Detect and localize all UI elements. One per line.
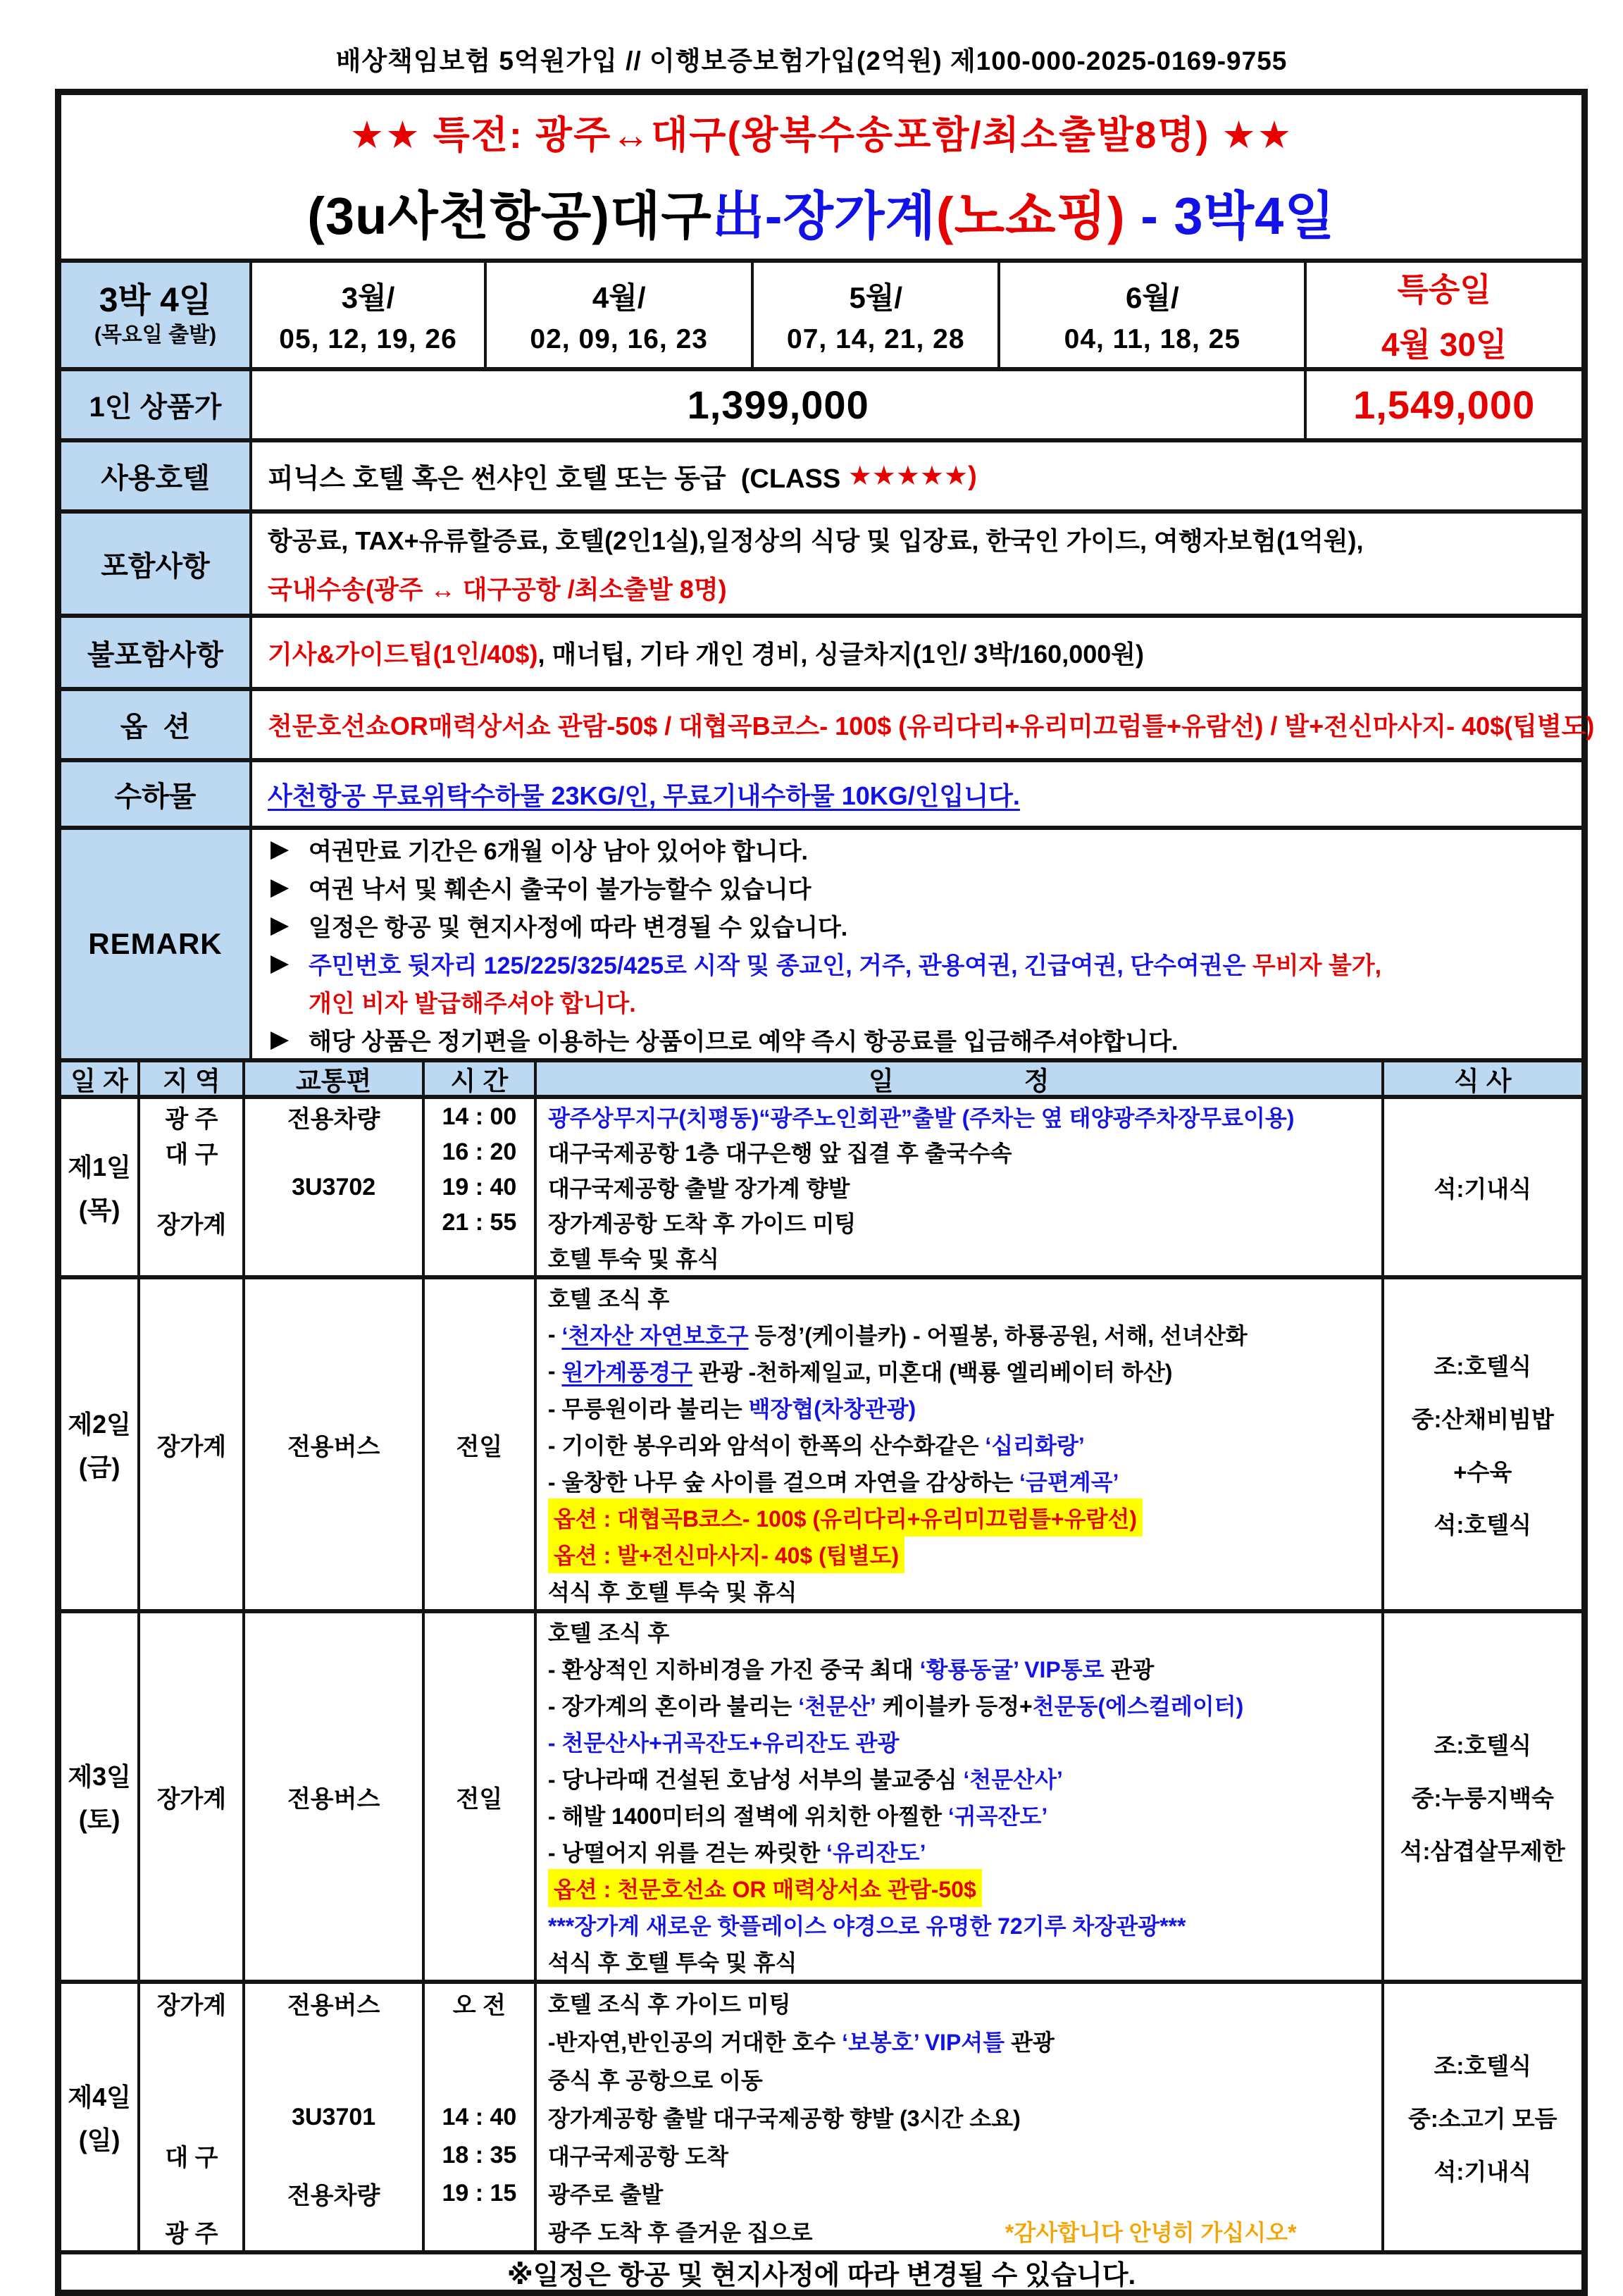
text-segment: - 장가계의 혼이라 불리는 [547, 1694, 799, 1719]
month-dates: 02, 09, 16, 23 [530, 324, 708, 354]
info-row-option [61, 687, 1595, 758]
schedule-line [537, 1943, 1381, 1980]
text-segment: ‘십리화랑’ [985, 1433, 1085, 1458]
month-label: 4월/ [592, 281, 646, 314]
month-label: 5월/ [849, 281, 903, 314]
meal-cell [1381, 1613, 1581, 1980]
schedule-line [537, 1463, 1381, 1499]
info-lines [252, 514, 1581, 614]
schedule-line [537, 1426, 1381, 1463]
schedule-line [537, 1984, 1381, 2022]
triangle-bullet-icon: ▶ [270, 912, 290, 938]
schedule-cell [534, 1279, 1381, 1609]
meal-line: 석:삼겹살무제한 [1400, 1837, 1565, 1864]
text-segment: 사천항공 무료위탁수하물 23KG/인, 무료기내수하물 10KG/인입니다. [267, 781, 1020, 810]
info-label: 옵 션 [61, 691, 249, 758]
month-cell [484, 263, 751, 367]
info-line [268, 521, 1581, 557]
day-number: 제3일 [68, 1762, 131, 1791]
info-label: 사용호텔 [61, 442, 249, 509]
text-segment: 해당 상품은 정기편을 이용하는 상품이므로 예약 즉시 항공료를 입금해주셔야합니다. [308, 1028, 1179, 1055]
day-number: 제1일 [68, 1153, 131, 1181]
remark-list [252, 830, 1581, 1058]
info-content-cell [249, 762, 1581, 826]
region-cell-item: 대 구 [165, 1141, 218, 1168]
info-label: 포함사항 [61, 514, 249, 614]
time-cell-item: 19 : 15 [442, 2179, 517, 2207]
time-cell-item: 16 : 20 [442, 1138, 517, 1165]
text-segment: 관광 [1104, 1657, 1155, 1682]
meal-cell [1381, 1099, 1581, 1275]
region-cell-item: 대 구 [165, 2144, 218, 2171]
text-segment: 천문동(에스컬레이터) [1032, 1694, 1244, 1719]
triangle-bullet-icon: ▶ [270, 950, 290, 976]
text-segment: 대구국제공항 출발 장가계 향발 [547, 1176, 850, 1201]
schedule-line [537, 1760, 1381, 1797]
remark-label-cell: REMARK [61, 830, 249, 1058]
text-segment: 대구국제공항 도착 [547, 2144, 729, 2169]
text-segment: - 당나라때 건설된 호남성 서부의 불교중심 [547, 1767, 964, 1792]
time-cell-item: 오 전 [452, 1992, 506, 2019]
text-segment: 관광 [1005, 2030, 1055, 2055]
text-segment: 여권만료 기간은 6개월 이상 남아 있어야 합니다. [308, 838, 809, 865]
text-segment: 광주로 출발 [547, 2182, 664, 2207]
day-number: 제4일 [68, 2083, 131, 2111]
info-content-cell [249, 691, 1595, 758]
meal-line: 석:호텔식 [1434, 1512, 1531, 1538]
schedule-line [537, 1723, 1381, 1760]
text-segment: ‘황룡동굴’ VIP통로 [919, 1657, 1105, 1682]
text-segment: - 무릉원이라 불리는 [547, 1396, 749, 1422]
remark-item [270, 830, 1581, 868]
schedule-line [537, 1205, 1381, 1240]
text-segment: 국내수송(광주 ↔ 대구공항 /최소출발 8명) [267, 575, 727, 604]
schedule-cell [534, 1613, 1381, 1980]
remark-item [270, 1020, 1581, 1058]
text-segment: 일정은 항공 및 현지사정에 따라 변경될 수 있습니다. [308, 914, 848, 941]
special-date-title: 특송일 [1397, 271, 1491, 308]
schedule-line [537, 1870, 1381, 1906]
region-cell [137, 1984, 242, 2250]
info-line [268, 635, 1581, 671]
text-segment: 호텔 조식 후 가이드 미팅 [547, 1992, 791, 2017]
insurance-notice: 배상책임보험 5억원가입 // 이행보증보험가입(2억원) 제100-000-2025-0169-9755 [335, 46, 1288, 75]
text-segment: ‘보봉호’ VIP셔틀 [842, 2030, 1005, 2055]
schedule-line [537, 1499, 1381, 1536]
meal-line: 조:호텔식 [1434, 1353, 1531, 1379]
text-segment: - [547, 1321, 562, 1347]
time-cell-item: 21 : 55 [442, 1208, 517, 1236]
text-segment: ‘금편계곡’ [1019, 1470, 1119, 1495]
schedule-line [537, 1316, 1381, 1353]
text-segment: ***장가계 새로운 핫플레이스 야경으로 유명한 72기루 차장관광*** [547, 1913, 1186, 1939]
text-segment: ‘천문산’ [798, 1694, 876, 1719]
info-line [268, 570, 1581, 606]
time-cell-item: 14 : 00 [442, 1103, 517, 1130]
text-segment: 백장협(차창관광) [748, 1396, 916, 1422]
itinerary-header-row [61, 1058, 1581, 1095]
info-row-include [61, 509, 1581, 614]
transport-cell-item: 전용버스 [287, 1992, 380, 2019]
transport-cell-item: 전용버스 [287, 1785, 380, 1813]
schedule-line [537, 1099, 1381, 1134]
time-cell [422, 1984, 534, 2250]
schedule-line [537, 1240, 1381, 1275]
triangle-bullet-icon: ▶ [270, 1026, 290, 1053]
time-cell-item: 18 : 35 [442, 2141, 517, 2168]
transport-cell [242, 1099, 421, 1275]
text-segment: ★★★★★) [847, 461, 977, 491]
time-cell-item: 19 : 40 [442, 1173, 517, 1200]
schedule-cell [534, 1099, 1381, 1275]
text-segment: 석식 후 호텔 투숙 및 휴식 [547, 1580, 797, 1605]
main-title [307, 175, 1335, 249]
itinerary-header-2: 교통편 [242, 1062, 421, 1095]
departure-day-label: (목요일 출발) [94, 323, 217, 347]
region-cell-item: 장가계 [156, 1433, 227, 1460]
time-cell-item: 전일 [456, 1433, 503, 1460]
text-segment: 장가계공항 도착 후 가이드 미팅 [547, 1211, 857, 1236]
info-line [267, 707, 1595, 743]
departure-dates-row [61, 259, 1581, 367]
schedule-line [537, 2136, 1381, 2174]
remark-item [270, 944, 1581, 982]
text-segment: 호텔 조식 후 [547, 1286, 670, 1312]
itinerary-header-0: 일 자 [61, 1062, 137, 1095]
text-segment: - 3박4일 [1125, 186, 1336, 245]
text-segment: 중식 후 공항으로 이동 [547, 2068, 763, 2093]
duration-label-cell [61, 263, 249, 367]
meal-line: 중:누룽지백숙 [1411, 1785, 1554, 1811]
text-segment: *감사합니다 안녕히 가십시오* [1005, 2220, 1297, 2245]
day-label-cell [61, 1984, 137, 2250]
info-content-cell [249, 442, 1581, 509]
meal-line: 조:호텔식 [1434, 2052, 1531, 2079]
day-weekday: (일) [78, 2126, 120, 2154]
info-content-cell [249, 618, 1581, 687]
info-label: 불포함사항 [61, 618, 249, 687]
text-segment: 여권 낙서 및 훼손시 출국이 불가능할수 있습니다 [308, 876, 812, 903]
meal-cell [1381, 1279, 1581, 1609]
info-line [268, 457, 1581, 495]
schedule-line [537, 1536, 1381, 1572]
regular-price: 1,399,000 [249, 371, 1304, 438]
region-cell-item: 장가계 [156, 1211, 227, 1239]
itinerary-header-1: 지 역 [137, 1062, 242, 1095]
special-date-cell [1304, 263, 1581, 367]
schedule-line [537, 1687, 1381, 1723]
day-weekday: (토) [78, 1805, 120, 1834]
text-segment: 옵션 : 발+전신마사지- 40$ (팁별도) [548, 1535, 904, 1573]
text-segment: 케이블카 등정+ [876, 1694, 1033, 1719]
text-segment: - 환상적인 지하비경을 가진 중국 최대 [547, 1657, 920, 1682]
info-row-hotel [61, 438, 1581, 509]
schedule-line [537, 1389, 1381, 1426]
text-segment: 호텔 조식 후 [547, 1620, 670, 1646]
text-segment: 장가계공항 출발 대구국제공항 향발 (3시간 소요) [547, 2106, 1021, 2131]
time-cell [422, 1279, 534, 1609]
meal-line: 석:기내식 [1434, 1175, 1531, 1202]
transport-cell-item: 전용버스 [287, 1433, 380, 1460]
day-weekday: (목) [78, 1196, 120, 1224]
remark-item [270, 868, 1581, 906]
day-row-2 [61, 1275, 1581, 1609]
text-segment: 개인 비자 발급해주셔야 합니다. [308, 990, 636, 1017]
text-segment: 싱글차지(1인/ 3박/160,000원) [814, 639, 1145, 669]
month-cell [751, 263, 997, 367]
text-segment: 광주 도착 후 즐거운 집으로 [547, 2220, 813, 2245]
itinerary-header-5: 식 사 [1381, 1062, 1581, 1095]
text-segment: 무비자 불가, [1252, 952, 1382, 979]
text-segment: ‘유리잔도’ [826, 1840, 926, 1866]
triangle-bullet-icon: ▶ [270, 836, 290, 862]
text-segment: (3u사천항공)대구 [307, 186, 712, 245]
day-row-3 [61, 1609, 1581, 1980]
text-segment: 관광 -천하제일교, 미혼대 (백룡 엘리베이터 하산) [692, 1360, 1173, 1385]
meal-cell [1381, 1984, 1581, 2250]
month-label: 6월/ [1126, 281, 1179, 314]
month-cell [997, 263, 1304, 367]
region-cell [137, 1099, 242, 1275]
text-segment: - [547, 1358, 562, 1384]
document-table [55, 89, 1595, 2296]
info-row-baggage [61, 758, 1581, 826]
text-segment: 出-장가계 [711, 186, 936, 245]
footer-row [61, 2250, 1581, 2290]
promo-title: ★★ 특전: 광주↔대구(왕복수송포함/최소출발8명) ★★ [349, 113, 1293, 156]
time-cell [422, 1099, 534, 1275]
schedule-line [537, 1572, 1381, 1609]
day-row-4 [61, 1980, 1581, 2250]
text-segment: 주민번호 뒷자리 125/225/325/425로 시작 및 종교인, 거주, 관용여권, 긴급여권, 단수여권은 [308, 952, 1252, 979]
info-lines [252, 691, 1595, 758]
schedule-line [537, 2022, 1381, 2060]
schedule-line [537, 1353, 1381, 1389]
schedule-cell [534, 1984, 1381, 2250]
schedule-change-note: ※일정은 항공 및 현지사정에 따라 변경될 수 있습니다. [506, 2260, 1136, 2290]
schedule-line [537, 1613, 1381, 1650]
transport-cell [242, 1984, 421, 2250]
price-label-cell: 1인 상품가 [61, 371, 249, 438]
text-segment: 광주상무지구(치평동)“광주노인회관”출발 (주차는 옆 태양광주차장무료이용) [547, 1105, 1295, 1131]
schedule-line [537, 1906, 1381, 1943]
duration-label: 3박 4일 [99, 282, 212, 319]
text-segment: 항공료, TAX+유류할증료, 호텔(2인1실),일정상의 식당 및 입장료, 한국인 가이드, 여행자보험(1억원), [267, 526, 1364, 555]
remark-item [270, 906, 1581, 944]
time-cell [422, 1613, 534, 1980]
month-cell [249, 263, 484, 367]
title-block [61, 95, 1581, 259]
schedule-line [537, 2060, 1381, 2098]
text-segment: 대구국제공항 1층 대구은행 앞 집결 후 출국수속 [547, 1141, 1012, 1166]
text-segment: ‘천문산사’ [963, 1767, 1063, 1792]
region-cell [137, 1613, 242, 1980]
text-segment: 석식 후 호텔 투숙 및 휴식 [547, 1950, 797, 1975]
schedule-line [537, 1134, 1381, 1169]
day-label-cell [61, 1613, 137, 1980]
text-segment: 등정’(케이블카) - 어필봉, 하룡공원, 서해, 선녀산화 [748, 1323, 1248, 1348]
text-segment: - 울창한 나무 숲 사이를 걸으며 자연을 감상하는 [547, 1470, 1020, 1495]
month-dates: 07, 14, 21, 28 [787, 324, 965, 354]
region-cell-item: 장가계 [156, 1992, 227, 2019]
transport-cell-item: 전용차량 [287, 1105, 380, 1133]
text-segment: - 해발 1400미터의 절벽에 위치한 아찔한 [547, 1804, 948, 1829]
meal-line: 중:산채비빔밥 [1411, 1406, 1554, 1432]
month-label: 3월/ [341, 281, 395, 314]
text-segment: 원가계풍경구 [561, 1360, 692, 1385]
special-price: 1,549,000 [1304, 371, 1581, 438]
day-weekday: (금) [78, 1453, 120, 1482]
transport-cell-item: 3U3702 [292, 1173, 376, 1200]
text-segment: -반자연,반인공의 거대한 호수 [547, 2030, 842, 2055]
meal-line: 중:소고기 모듬 [1408, 2105, 1557, 2132]
info-row-exclude [61, 614, 1581, 687]
day-label-cell [61, 1279, 137, 1609]
remark-item [270, 982, 1581, 1020]
text-segment: - 낭떨어지 위를 걷는 짜릿한 [547, 1840, 827, 1866]
region-cell-item: 장가계 [156, 1785, 227, 1813]
month-dates: 04, 11, 18, 25 [1064, 324, 1241, 354]
transport-cell-item: 전용차량 [287, 2182, 380, 2209]
schedule-line [537, 1650, 1381, 1687]
region-cell [137, 1279, 242, 1609]
text-segment: ‘귀곡잔도’ [947, 1804, 1048, 1829]
transport-cell-item: 3U3701 [292, 2103, 376, 2130]
schedule-line [537, 1279, 1381, 1316]
meal-line: +수육 [1453, 1459, 1512, 1485]
transport-cell [242, 1279, 421, 1609]
text-segment: 피닉스 호텔 혹은 썬샤인 호텔 또는 동급 (CLASS [267, 464, 848, 494]
schedule-line [537, 2212, 1381, 2250]
remark-row [61, 826, 1581, 1058]
day-row-1 [61, 1095, 1581, 1275]
info-line [268, 776, 1581, 812]
text-segment: - 기이한 봉우리와 암석이 한폭의 산수화같은 [547, 1433, 985, 1458]
text-segment: 천문호선쇼OR매력상서쇼 관람-50$ / 대협곡B코스- 100$ (유리다리+유리미끄럼틀+유람선) / 발+전신마사지- 40$(팁별도) [267, 712, 1595, 740]
time-cell-item: 전일 [456, 1785, 503, 1813]
info-label: 수하물 [61, 762, 249, 826]
remark-content-cell [249, 830, 1581, 1058]
info-lines [252, 762, 1581, 826]
price-row [61, 367, 1581, 438]
transport-cell [242, 1613, 421, 1980]
text-segment: 호텔 투숙 및 휴식 [547, 1246, 719, 1272]
text-segment: ‘천자산 자연보호구 [561, 1323, 749, 1348]
text-segment: 기사&가이드팁(1인/40$) [267, 639, 538, 669]
schedule-line [537, 2174, 1381, 2212]
schedule-line [537, 2098, 1381, 2136]
itinerary-header-3: 시 간 [422, 1062, 534, 1095]
day-number: 제2일 [68, 1410, 131, 1439]
text-segment: , 매너팁, 기타 개인 경비, [537, 639, 815, 669]
info-content-cell [249, 514, 1581, 614]
text-segment: (노쇼핑) [935, 186, 1126, 245]
text-segment: 옵션 : 대협곡B코스- 100$ (유리다리+유리미끄럼틀+유람선) [548, 1498, 1143, 1537]
triangle-bullet-icon: ▶ [270, 874, 290, 900]
info-lines [252, 618, 1581, 687]
schedule-line [537, 1833, 1381, 1870]
region-cell-item: 광 주 [165, 2220, 218, 2247]
special-date-value: 4월 30일 [1381, 326, 1507, 363]
day-label-cell [61, 1099, 137, 1275]
schedule-line [537, 1169, 1381, 1205]
meal-line: 석:기내식 [1434, 2158, 1531, 2185]
info-lines [252, 442, 1581, 509]
region-cell-item: 광 주 [165, 1105, 218, 1133]
schedule-line [537, 1797, 1381, 1833]
text-segment: - 천문산사+귀곡잔도+유리잔도 관광 [547, 1730, 900, 1756]
itinerary-header-4: 일 정 [534, 1062, 1381, 1095]
time-cell-item: 14 : 40 [442, 2103, 517, 2130]
month-dates: 05, 12, 19, 26 [279, 324, 457, 354]
text-segment: 옵션 : 천문호선쇼 OR 매력상서쇼 관람-50$ [548, 1869, 982, 1907]
meal-line: 조:호텔식 [1434, 1732, 1531, 1758]
